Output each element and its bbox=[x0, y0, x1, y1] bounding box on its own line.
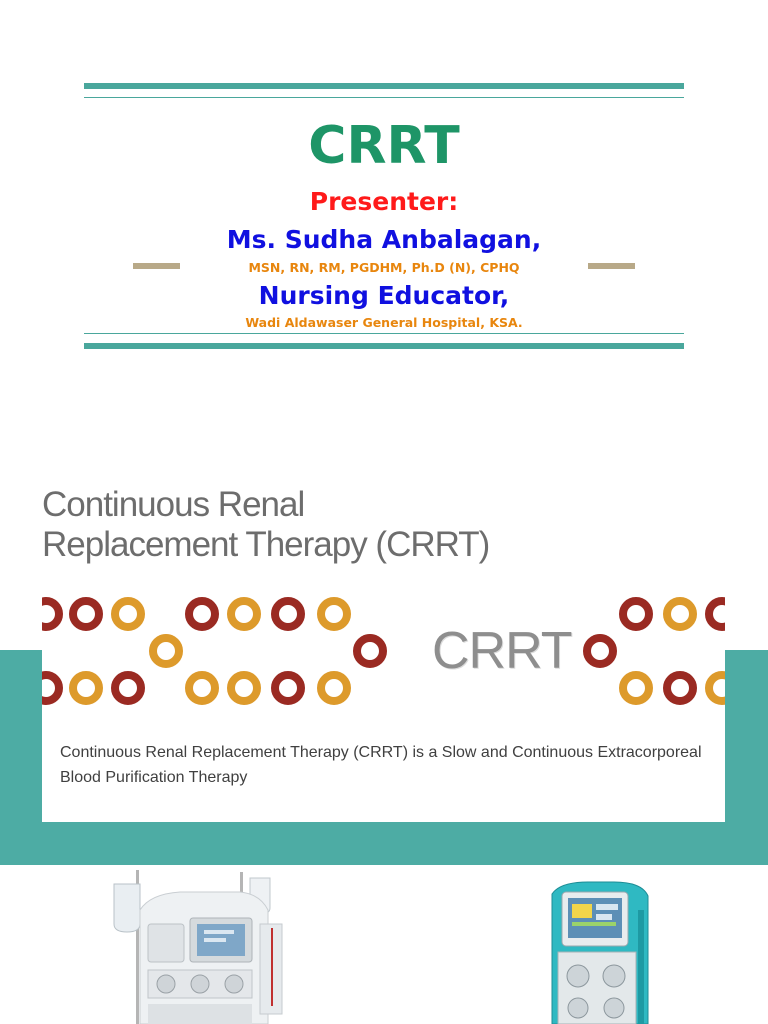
ring-decoration bbox=[231, 601, 257, 627]
ring-decoration bbox=[189, 601, 215, 627]
slide-title: CRRT bbox=[308, 116, 460, 176]
presenter-hospital: Wadi Aldawaser General Hospital, KSA. bbox=[245, 315, 523, 330]
ring-decoration bbox=[153, 638, 179, 664]
ring-decoration bbox=[115, 601, 141, 627]
ring-decoration bbox=[587, 638, 613, 664]
crrt-machine-left-image bbox=[100, 866, 330, 1024]
ring-decoration bbox=[33, 675, 59, 701]
presenter-name: Ms. Sudha Anbalagan, bbox=[226, 225, 542, 254]
ring-decoration bbox=[275, 601, 301, 627]
crrt-machine-right-image bbox=[540, 880, 660, 1024]
ring-decoration bbox=[275, 675, 301, 701]
ring-decoration bbox=[321, 601, 347, 627]
ring-decoration bbox=[623, 601, 649, 627]
presenter-credentials: MSN, RN, RM, PGDHM, Ph.D (N), CPHQ bbox=[248, 260, 520, 275]
ring-decoration bbox=[115, 675, 141, 701]
ring-decoration bbox=[709, 601, 735, 627]
ring-decoration bbox=[667, 601, 693, 627]
crrt-description: Continuous Renal Replacement Therapy (CRRT) is a Slow and Continuous Extracorporeal Blood Purification Therapy bbox=[60, 744, 702, 786]
crrt-logo-text: CRRT bbox=[432, 622, 572, 680]
ring-decoration bbox=[357, 638, 383, 664]
ring-decoration bbox=[321, 675, 347, 701]
presenter-role: Nursing Educator, bbox=[258, 281, 510, 310]
slide2-heading-line1: Continuous Renal bbox=[42, 485, 305, 524]
ring-decoration bbox=[667, 675, 693, 701]
slide2-heading-line2: Replacement Therapy (CRRT) bbox=[42, 525, 490, 564]
ring-decoration bbox=[623, 675, 649, 701]
ring-decoration bbox=[231, 675, 257, 701]
ring-decoration bbox=[33, 601, 59, 627]
ring-decoration bbox=[73, 601, 99, 627]
ring-decoration bbox=[73, 675, 99, 701]
ring-decoration bbox=[709, 675, 735, 701]
presenter-label: Presenter: bbox=[309, 187, 459, 216]
ring-decoration bbox=[189, 675, 215, 701]
